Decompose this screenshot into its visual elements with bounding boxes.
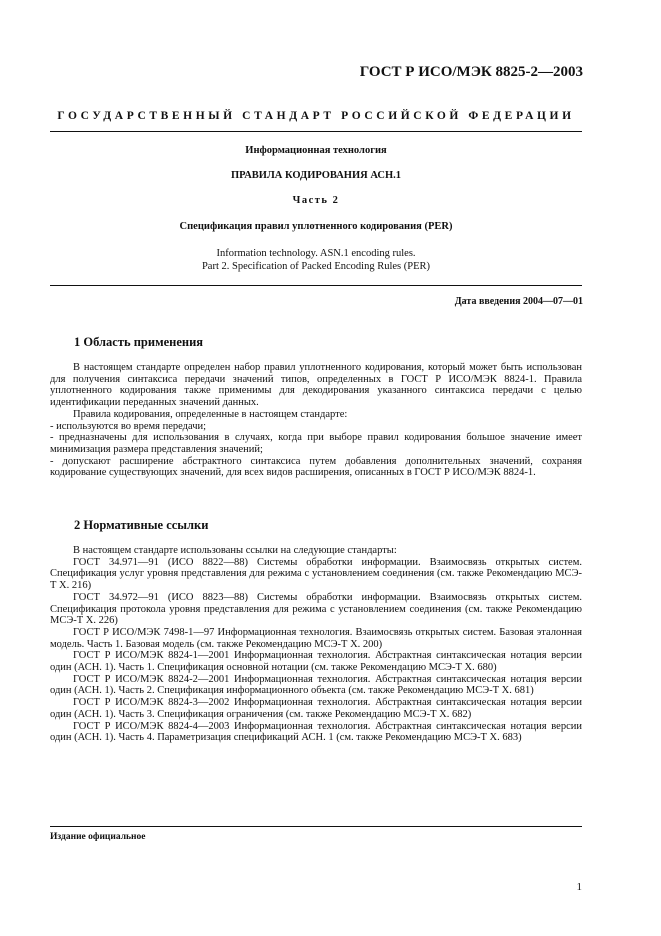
reference-item: ГОСТ Р ИСО/МЭК 8824-3—2002 Информационная технология. Абстрактная синтаксическая нотация версии один (АСН. 1). Часть 3. Спецификация ограничения (см. также Рекомендацию МСЭ-Т Х. 682) [50,697,582,720]
paragraph: В настоящем стандарте использованы ссылки на следующие стандарты: [73,545,397,556]
list-item: - допускают расширение абстрактного синтаксиса путем добавления дополнительных значений, сохраняя кодирование существующих значений, для всех видов расширения, описанных в ГОСТ Р ИСО/МЭК 8824-1. [50,455,582,479]
reference-item: ГОСТ Р ИСО/МЭК 8824-2—2001 Информационная технология. Абстрактная синтаксическая нотация версии один (АСН. 1). Часть 2. Спецификация информационного объекта (см. также Рекомендацию МСЭ-Т Х. 681) [50,673,582,697]
footer-divider [50,826,582,827]
header-divider [50,131,582,132]
title-subtitle: Спецификация правил уплотненного кодирования (PER) [179,221,453,232]
title-part: Часть 2 [292,195,340,206]
section-2-body [50,545,582,744]
title-line-1: Информационная технология [245,145,387,156]
paragraph: Правила кодирования, определенные в настоящем стандарте: [73,408,348,420]
paragraph: В настоящем стандарте определен набор правил уплотненного кодирования, который может быть использован для получения синтаксиса передачи значений типов, определенных в ГОСТ Р ИСО/МЭК 8824-1. Правила уплотненного кодирования также применимы для декодирования указанного синтаксиса передачи с целью идентификации переданных значений данных. [50,362,582,409]
english-title-line-2: Part 2. Specification of Packed Encoding Rules (PER) [201,261,431,272]
section-1-title: 1 Область применения [74,335,204,349]
reference-item: ГОСТ Р ИСО/МЭК 7498-1—97 Информационная технология. Взаимосвязь открытых систем. Базовая эталонная модель. Часть 1. Базовая модель (см. также Рекомендацию МСЭ-Т Х. 200) [50,626,582,650]
title-divider [50,285,582,286]
reference-item: ГОСТ Р ИСО/МЭК 8824-4—2003 Информационная технология. Абстрактная синтаксическая нотация версии один (АСН. 1). Часть 4. Параметризация спецификаций АСН. 1 (см. также Рекомендацию МСЭ-Т Х. 683) [50,720,582,744]
reference-item: ГОСТ Р ИСО/МЭК 8824-1—2001 Информационная технология. Абстрактная синтаксическая нотация версии один (АСН. 1). Часть 1. Спецификация основной нотации (см. также Рекомендацию МСЭ-Т Х. 680) [50,650,582,674]
list-item: - используются во время передачи; [50,420,207,432]
section-2-title: 2 Нормативные ссылки [74,518,209,532]
list-item: - предназначены для использования в случаях, когда при выборе правил кодирования большое значение имеет минимизация размера представления значений; [50,432,582,455]
page-number: 1 [576,881,582,893]
english-title-line-1: Information technology. ASN.1 encoding rules. [216,248,416,259]
document-number: ГОСТ Р ИСО/МЭК 8825-2—2003 [359,64,583,80]
title-line-2: ПРАВИЛА КОДИРОВАНИЯ АСН.1 [230,170,402,181]
section-1-body [50,362,582,479]
introduction-date: Дата введения 2004—07—01 [454,296,583,307]
reference-item: ГОСТ 34.972—91 (ИСО 8823—88) Системы обработки информации. Взаимосвязь открытых систем. Спецификация протокола уровня представления для режима с установлением соединения (см. также Рекомендацию МСЭ-Т Х. 226) [50,591,582,627]
state-standard-heading: ГОСУДАРСТВЕННЫЙ СТАНДАРТ РОССИЙСКОЙ ФЕДЕРАЦИИ [57,110,575,122]
official-edition-label: Издание официальное [50,832,146,842]
reference-item: ГОСТ 34.971—91 (ИСО 8822—88) Системы обработки информации. Взаимосвязь открытых систем. Спецификация услуг уровня представления для режима с установлением соединения (см. также Рекомендацию МСЭ-Т Х. 216) [50,556,582,592]
